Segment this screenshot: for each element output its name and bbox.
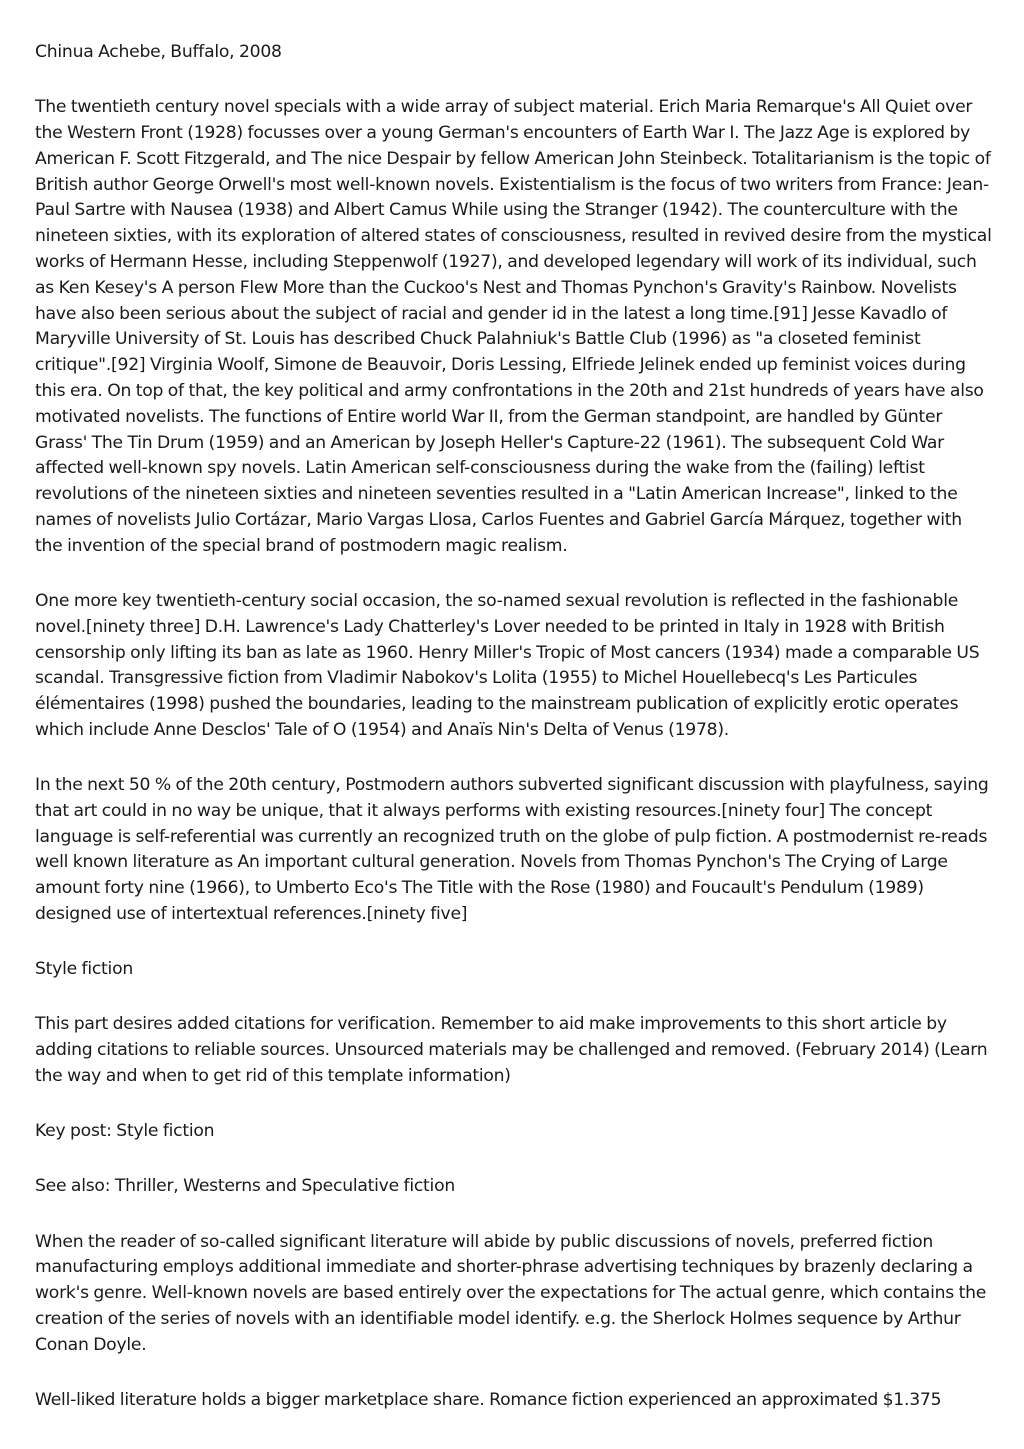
main-article-note: Key post: Style fiction	[35, 1121, 215, 1142]
see-also-note: See also: Thriller, Westerns and Speculative fiction	[35, 1176, 455, 1197]
image-caption: Chinua Achebe, Buffalo, 2008	[35, 42, 282, 62]
paragraph-genre-marketing: When the reader of so-called significant literature will abide by public discussions of novels, preferred fiction manufacturing employs additional immediate and shorter-phrase advertising techniques by brazenly declaring a work's genre. Well-known novels are based entirely over the expectations for The actual genre, which contains the creation of the series of novels with an identifiable model identify. e.g. the Sherlock Holmes sequence by Arthur Conan Doyle.	[35, 1231, 987, 1355]
section-heading-genre-fiction: Style fiction	[35, 959, 133, 980]
paragraph-popular-literature: Well-liked literature holds a bigger marketplace share. Romance fiction experienced an approximated $1.375	[35, 1389, 942, 1410]
paragraph-sexual-revolution: One more key twentieth-century social occasion, the so-named sexual revolution is reflected in the fashionable novel.[ninety three] D.H. Lawrence's Lady Chatterley's Lover needed to be printed in Italy in 1928 with British censorship only lifting its ban as late as 1960. Henry Miller's Tropic of Most cancers (1934) made a comparable US scandal. Transgressive fiction from Vladimir Nabokov's Lolita (1955) to Michel Houellebecq's Les Particules élémentaires (1998) pushed the boundaries, leading to the mainstream publication of explicitly erotic operates which include Anne Desclos' Tale of O (1954) and Anaïs Nin's Delta of Venus (1978).	[35, 590, 980, 740]
article-body	[35, 40, 993, 1443]
citation-notice: This part desires added citations for verification. Remember to aid make improvements to this short article by adding citations to reliable sources. Unsourced materials may be challenged and removed. (February 2014) (Learn the way and when to get rid of this template information)	[35, 1014, 988, 1087]
paragraph-twentieth-century-novel: The twentieth century novel specials with a wide array of subject material. Erich Maria Remarque's All Quiet over the Western Front (1928) focusses over a young German's encounters of Earth War I. The Jazz Age is explored by American F. Scott Fitzgerald, and The nice Despair by fellow American John Steinbeck. Totalitarianism is the topic of British author George Orwell's most well-known novels. Existentialism is the focus of two writers from France: Jean-Paul Sartre with Nausea (1938) and Albert Camus While using the Stranger (1942). The counterculture with the nineteen sixties, with its exploration of altered states of consciousness, resulted in revived desire from the mystical works of Hermann Hesse, including Steppenwolf (1927), and developed legendary will work of its individual, such as Ken Kesey's A person Flew More than the Cuckoo's Nest and Thomas Pynchon's Gravity's Rainbow. Novelists have also been serious about the subject of racial and gender id in the latest a long time.[91] Jesse Kavadlo of Maryville University of St. Louis has described Chuck Palahniuk's Battle Club (1996) as "a closeted feminist critique".[92] Virginia Woolf, Simone de Beauvoir, Doris Lessing, Elfriede Jelinek ended up feminist voices during this era. On top of that, the key political and army confrontations in the 20th and 21st hundreds of years have also motivated novelists. The functions of Entire world War II, from the German standpoint, are handled by Günter Grass' The Tin Drum (1959) and an American by Joseph Heller's Capture-22 (1961). The subsequent Cold War affected well-known spy novels. Latin American self-consciousness during the wake from the (failing) leftist revolutions of the nineteen sixties and nineteen seventies resulted in a "Latin American Increase", linked to the names of novelists Julio Cortázar, Mario Vargas Llosa, Carlos Fuentes and Gabriel García Márquez, together with the invention of the special brand of postmodern magic realism.	[35, 97, 992, 556]
paragraph-postmodern-authors: In the next 50 % of the 20th century, Postmodern authors subverted significant discussion with playfulness, saying that art could in no way be unique, that it always performs with existing resources.[ninety four] The concept language is self-referential was currently an recognized truth on the globe of pulp fiction. A postmodernist re-reads well known literature as An important cultural generation. Novels from Thomas Pynchon's The Crying of Large amount forty nine (1966), to Umberto Eco's The Title with the Rose (1980) and Foucault's Pendulum (1989) designed use of intertextual references.[ninety five]	[35, 775, 989, 925]
